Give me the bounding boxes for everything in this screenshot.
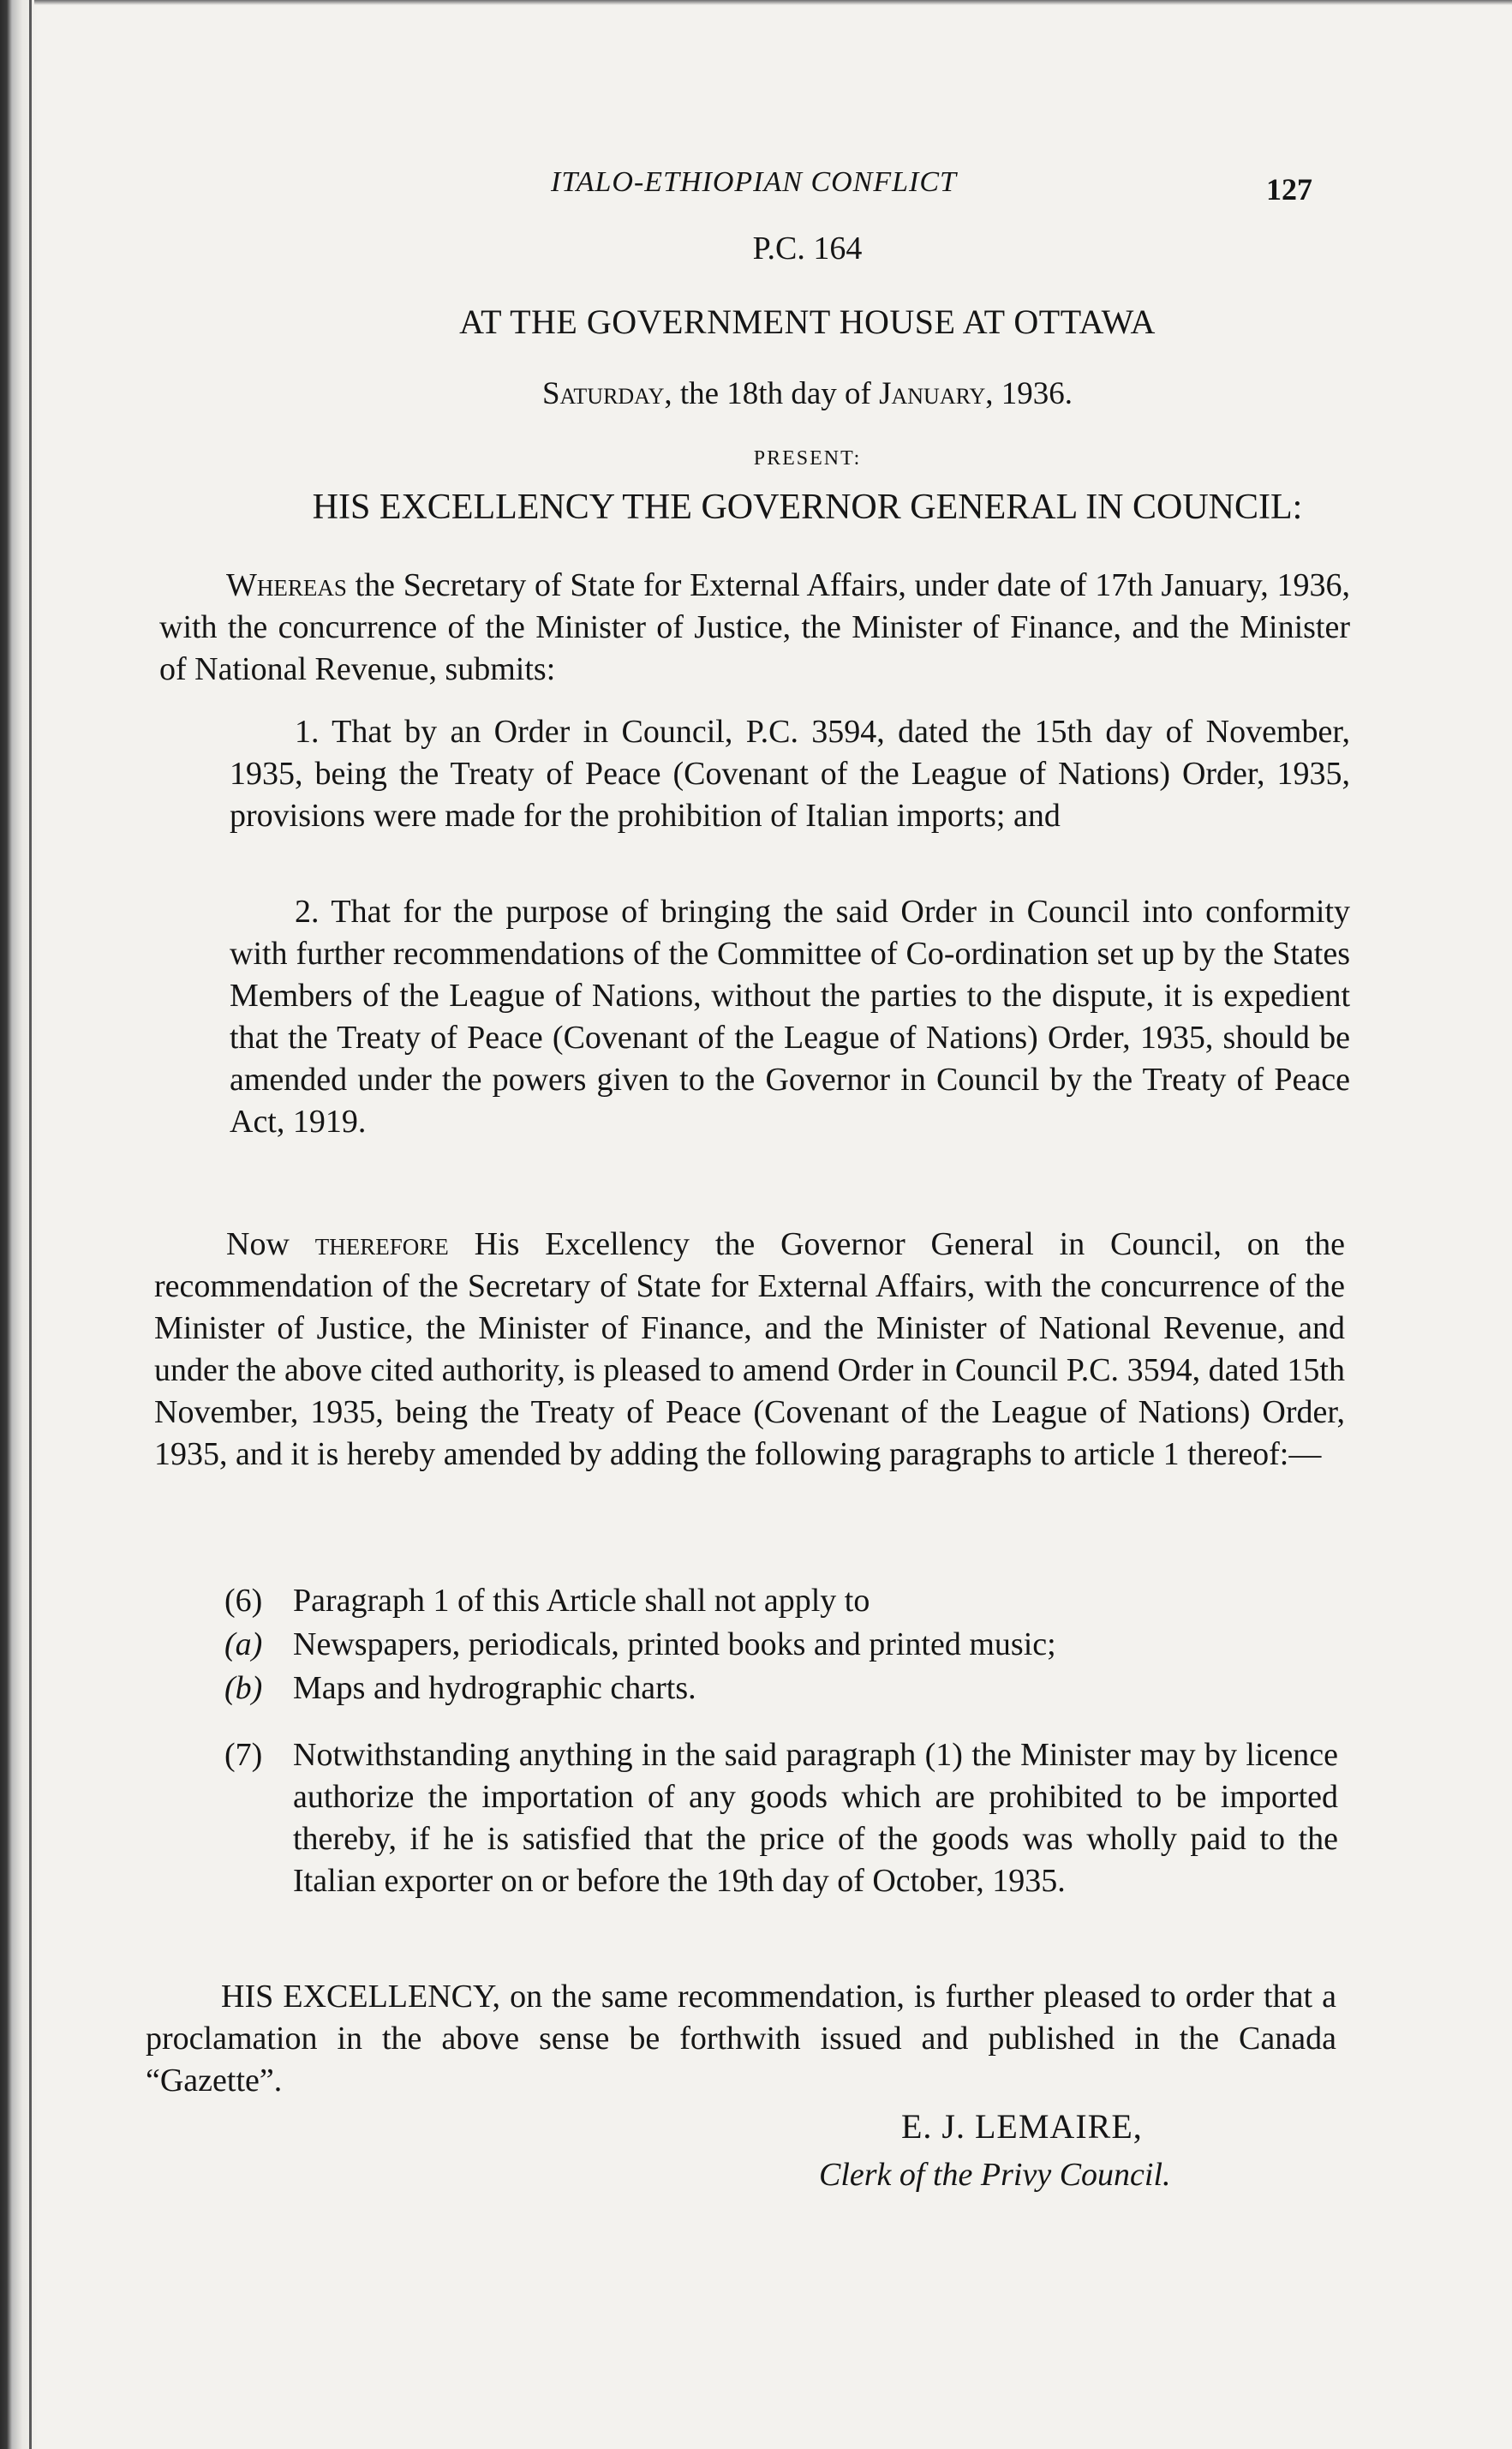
council-heading: HIS EXCELLENCY THE GOVERNOR GENERAL IN COUNCIL: — [312, 488, 1303, 527]
whereas-lead: Whereas — [226, 567, 347, 603]
paragraph-a-letter: (a) — [224, 1626, 263, 1662]
paragraph-6-text: Paragraph 1 of this Article shall not apply to — [293, 1583, 870, 1619]
therefore-lead: therefore — [289, 1226, 449, 1262]
paragraph-7 — [224, 1734, 1338, 1902]
now-lead: Now — [226, 1226, 290, 1262]
paragraph-a-text: Newspapers, periodicals, printed books and printed music; — [293, 1626, 1056, 1662]
paragraph-b-text: Maps and hydrographic charts. — [293, 1670, 696, 1706]
signatory-name: E. J. LEMAIRE, — [901, 2107, 1143, 2146]
page-number: 127 — [1266, 172, 1312, 207]
order-number: P.C. 164 — [752, 231, 863, 266]
date-day: Saturday, — [541, 376, 672, 411]
submission-item-1: 1. That by an Order in Council, P.C. 3594, dated the 15th day of November, 1935, being the Treaty of Peace (Covenant of the League of Nations) Order, 1935, provisions were made for the prohibition of Italian imports; and — [230, 714, 1350, 834]
further-order-paragraph: HIS EXCELLENCY, on the same recommendation, is further pleased to order that a proclamation in the above sense be forthwith issued and published in the Canada “Gazette”. — [146, 1979, 1336, 2099]
paragraph-a — [224, 1624, 1338, 1666]
date-month: January, — [879, 376, 994, 411]
whereas-text: the Secretary of State for External Affairs, under date of 17th January, 1936, with the concurrence of the Minister of Justice, the Minister of Finance, and the Minister of National Revenue, submits: — [159, 567, 1350, 687]
present-label: PRESENT: — [753, 447, 862, 470]
paragraph-b-letter: (b) — [224, 1670, 263, 1706]
signatory-title: Clerk of the Privy Council. — [819, 2157, 1171, 2193]
running-title: ITALO-ETHIOPIAN CONFLICT — [551, 166, 957, 198]
order-date — [0, 375, 1512, 412]
date-mid: the 18th day of — [672, 376, 880, 411]
order-place: AT THE GOVERNMENT HOUSE AT OTTAWA — [459, 302, 1156, 341]
paragraph-6 — [224, 1580, 1338, 1622]
now-text: His Excellency the Governor General in Council, on the recommendation of the Secretary of State for External Affairs, with the concurrence of the Minister of Justice, the Minister of Finance, and the Minister of National Revenue, and under the above cited authority, is pleased to amend Order in Council P.C. 3594, dated 15th November, 1935, being the Treaty of Peace (Covenant of the League of Nations) Order, 1935, and it is hereby amended by adding the following paragraphs to article 1 thereof:— — [154, 1226, 1345, 1472]
date-year: 1936. — [993, 376, 1073, 411]
whereas-paragraph — [159, 565, 1350, 691]
paragraph-b — [224, 1668, 1338, 1710]
submission-item-2: 2. That for the purpose of bringing the said Order in Council into conformity with further recommendations of the Committee of Co-ordination set up by the States Members of the League of Nations, without the parties to the dispute, it is expedient that the Treaty of Peace (Covenant of the League of Nations) Order, 1935, should be amended under the powers given to the Governor in Council by the Treaty of Peace Act, 1919. — [230, 894, 1350, 1140]
now-therefore-paragraph — [154, 1224, 1345, 1476]
paragraph-6-number: (6) — [224, 1583, 263, 1619]
paragraph-7-number: (7) — [224, 1737, 263, 1773]
paragraph-7-text: Notwithstanding anything in the said paragraph (1) the Minister may by licence authorize the importation of any goods which are prohibited to be imported thereby, if he is satisfied that the price of the goods was wholly paid to the Italian exporter on or before the 19th day of October, 1935. — [293, 1737, 1338, 1899]
